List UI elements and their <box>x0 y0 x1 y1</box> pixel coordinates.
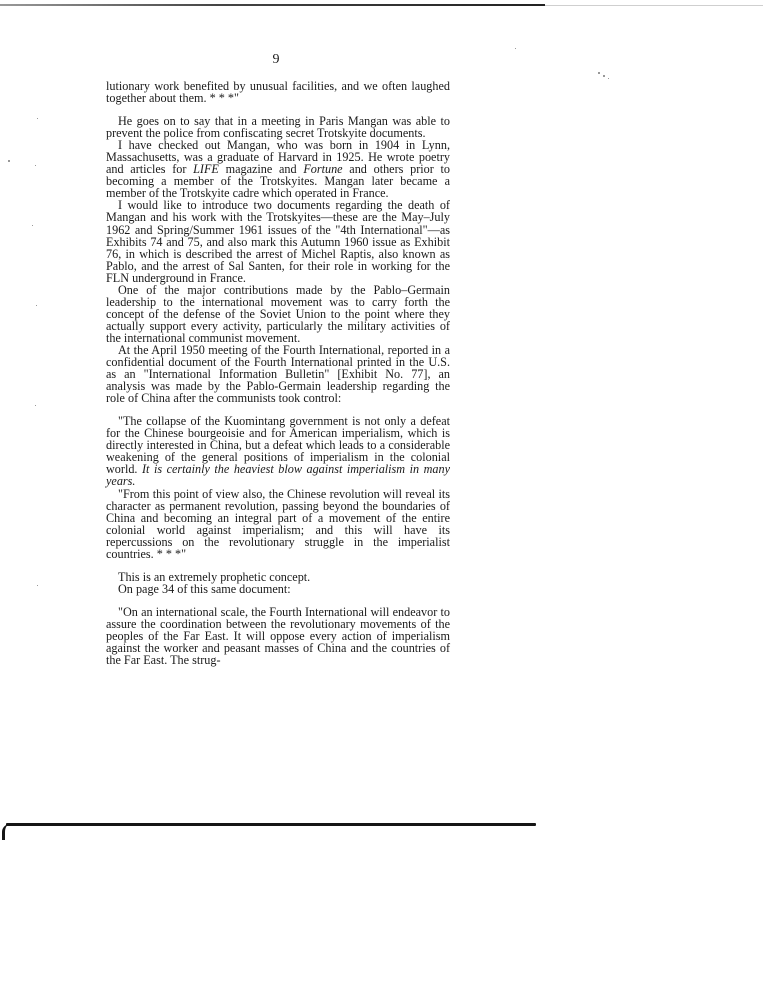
quote-text: "The collapse of the Kuomintang government is not only a defeat for the Chinese bourgeoisie and for American imperialism, which is directly interested in China, but a defeat which leads to a considerable weakening of the general positions of imperialism in the colonial world. <box>106 414 450 477</box>
scan-speck <box>37 118 38 119</box>
bottom-scan-rule <box>6 823 536 826</box>
scan-speck <box>35 405 36 406</box>
paragraph-text: and others prior to becoming a member of the Trotskyites. Mangan later became a member of the Trotskyite cadre which operated in France. <box>106 162 450 201</box>
scan-speck <box>36 305 37 306</box>
paragraph-text: magazine and <box>218 162 304 177</box>
paragraph: On page 34 of this same document: <box>118 581 291 596</box>
scan-speck <box>35 165 36 166</box>
quote-emphasis: It is certainly the heaviest blow against imperialism in many years. <box>106 462 450 489</box>
quoted-paragraph: "From this point of view also, the Chinese revolution will reveal its character as permanent revolution, passing beyond the boundaries of China and becoming an integral part of a movement of the entire colonial world against imperialism; and this will have its repercussions on the revolutionary struggle in the imperialist countries. * * *" <box>106 486 450 561</box>
page-number: 9 <box>272 52 280 67</box>
scan-speck <box>515 48 516 49</box>
scan-speck <box>32 225 33 226</box>
paragraph-text: I have checked out Mangan, who was born in 1904 in Lynn, Massachusetts, was a graduate of Harvard in 1925. He wrote poetry and articles for <box>106 138 450 177</box>
page-body <box>106 80 450 666</box>
paragraph: One of the major contributions made by the Pablo–Germain leadership to the international movement was to carry forth the concept of the defense of the Soviet Union to the point where they actually support every activity, particularly the military activities of the international communist movement. <box>106 282 450 345</box>
quoted-paragraph: "On an international scale, the Fourth International will endeavor to assure the coordination between the revolutionary movements of the peoples of the Far East. It will oppose every action of imperialism against the worker and peasant masses of China and the countries of the Far East. The strug- <box>106 604 450 668</box>
paragraph <box>106 139 450 199</box>
paragraph: He goes on to say that in a meeting in Paris Mangan was able to prevent the police from confiscating secret Trotskyite documents. <box>106 114 450 141</box>
quoted-paragraph <box>106 415 450 487</box>
magazine-title: LIFE <box>193 162 219 177</box>
scan-speck <box>598 72 600 74</box>
top-scan-rule-faint <box>545 5 763 6</box>
magazine-title: Fortune <box>303 162 343 177</box>
paragraph: At the April 1950 meeting of the Fourth International, reported in a confidential document of the Fourth International printed in the U.S. as an "International Information Bulletin" [Exhibit No. 77], an analysis was made by the Pablo-Germain leadership regarding the role of China after the communists took control: <box>106 342 450 406</box>
scan-speck <box>8 160 10 162</box>
bottom-scan-hook <box>2 824 11 840</box>
scan-speck <box>608 78 609 79</box>
paragraph: I would like to introduce two documents regarding the death of Mangan and his work with the Trotskyites—these are the May–July 1962 and Spring/Summer 1961 issues of the "4th International"—as Exhibits 74 and 75, and also mark this Autumn 1960 issue as Exhibit 76, in which is described the arrest of Michel Raptis, also known as Pablo, and the arrest of Sal Santen, for their role in working for the FLN underground in France. <box>106 198 450 285</box>
paragraph: lutionary work benefited by unusual facilities, and we often laughed together about them. * * *" <box>106 79 450 106</box>
scan-speck <box>603 75 605 77</box>
paragraph: This is an extremely prophetic concept. <box>118 569 311 584</box>
top-scan-rule <box>0 4 545 6</box>
scan-speck <box>37 585 38 586</box>
